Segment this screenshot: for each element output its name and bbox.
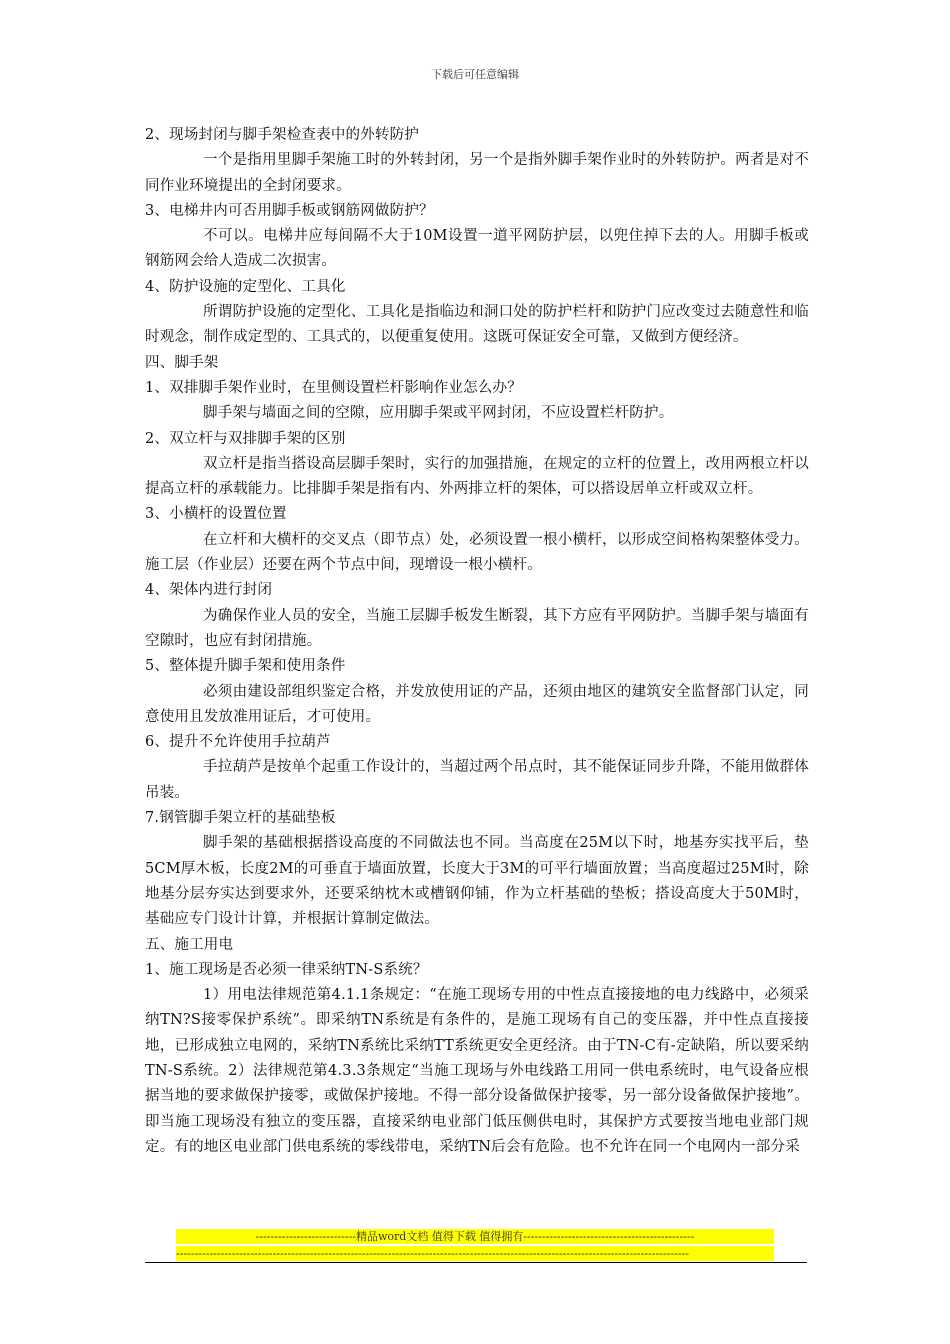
page-header: 下载后可任意编辑 (431, 68, 519, 81)
body-paragraph: 脚手架的基础根据搭设高度的不同做法也不同。当高度在25M以下时，地基夯实找平后，垫5CM厚木板，长度2M的可垂直于墙面放置，长度大于3M的可平行墙面放置；当高度超过25M时，除地基分层夯实达到要求外，还要采纳枕木或槽钢仰铺，作为立杆基础的垫板；搭设高度大于50M时，基础应专门设计计算，并根据计算制定做法。 (145, 835, 809, 928)
section-heading: 4、架体内进行封闭 (145, 582, 273, 599)
section-heading: 4、防护设施的定型化、工具化 (145, 278, 346, 295)
section-heading: 2、现场封闭与脚手架检查表中的外转防护 (145, 127, 420, 143)
footer-rule (145, 1262, 807, 1263)
section-heading: 5、整体提升脚手架和使用条件 (145, 658, 346, 675)
footer-banner: ---------------------------精品word文档 值得下载 值得拥有---------------------------------------------- (176, 1229, 774, 1244)
body-paragraph: 所谓防护设施的定型化、工具化是指临边和洞口处的防护栏杆和防护门应改变过去随意性和临时观念，制作成定型的、工具式的，以便重复使用。这既可保证安全可靠，又做到方便经济。 (145, 304, 809, 346)
body-paragraph: 脚手架与墙面之间的空隙，应用脚手架或平网封闭，不应设置栏杆防护。 (203, 405, 674, 422)
body-paragraph: 不可以。电梯井应每间隔不大于10M设置一道平网防护层，以兜住掉下去的人。用脚手板或钢筋网会给人造成二次损害。 (145, 228, 809, 270)
body-paragraph: 1）用电法律规范第4.1.1条规定：“在施工现场专用的中性点直接接地的电力线路中，必须采纳TN?S接零保护系统”。即采纳TN系统是有条件的，是施工现场有自己的变压器，并中性点直接接地，已形成独立电网的，采纳TN系统比采纳TT系统更安全更经济。由于TN-C有-定缺陷，所以要采纳TN-S系统。2）法律规范第4.3.3条规定“当施工现场与外电线路工用同一供电系统时，电气设备应根据当地的要求做保护接零，或做保护接地。不得一部分设备做保护接零，另一部分设备做保护接地”。即当施工现场没有独立的变压器，直接采纳电业部门低压侧供电时，其保护方式要按当地电业部门规定。有的地区电业部门供电系统的零线带电，采纳TN后会有危险。也不允许在同一个电网内一部分采 (145, 987, 809, 1155)
section-heading: 五、施工用电 (145, 936, 234, 953)
footer-dashes: ------------------------------------------------------------------------------------------------------------------------------------------ (176, 1246, 774, 1261)
section-heading: 1、双排脚手架作业时，在里侧设置栏杆影响作业怎么办？ (145, 379, 522, 396)
document-body (145, 123, 809, 1160)
body-paragraph: 在立杆和大横杆的交叉点（即节点）处，必须设置一根小横杆，以形成空间格构架整体受力。施工层（作业层）还要在两个节点中间，现增设一根小横杆。 (145, 531, 809, 574)
section-heading: 2、双立杆与双排脚手架的区别 (145, 430, 346, 447)
body-paragraph: 为确保作业人员的安全，当施工层脚手板发生断裂，其下方应有平网防护。当脚手架与墙面有空隙时，也应有封闭措施。 (145, 607, 809, 649)
section-heading: 7.钢管脚手架立杆的基础垫板 (145, 810, 336, 827)
section-heading: 1、施工现场是否必须一律采纳TN-S系统？ (145, 961, 428, 978)
section-heading: 6、提升不允许使用手拉葫芦 (145, 734, 331, 751)
body-paragraph: 一个是指用里脚手架施工时的外转封闭，另一个是指外脚手架作业时的外转防护。两者是对不同作业环境提出的全封闭要求。 (145, 152, 809, 194)
body-paragraph: 双立杆是指当搭设高层脚手架时，实行的加强措施，在规定的立杆的位置上，改用两根立杆以提高立杆的承载能力。比排脚手架是指有内、外两排立杆的架体，可以搭设居单立杆或双立杆。 (145, 455, 809, 498)
body-paragraph: 必须由建设部组织鉴定合格，并发放使用证的产品，还须由地区的建筑安全监督部门认定，同意使用且发放准用证后，才可使用。 (145, 683, 809, 725)
body-paragraph: 手拉葫芦是按单个起重工作设计的，当超过两个吊点时，其不能保证同步升降，不能用做群体吊装。 (145, 759, 809, 801)
section-heading: 四、脚手架 (145, 354, 219, 371)
section-heading: 3、小横杆的设置位置 (145, 506, 287, 523)
section-heading: 3、电梯井内可否用脚手板或钢筋网做防护？ (145, 202, 434, 219)
